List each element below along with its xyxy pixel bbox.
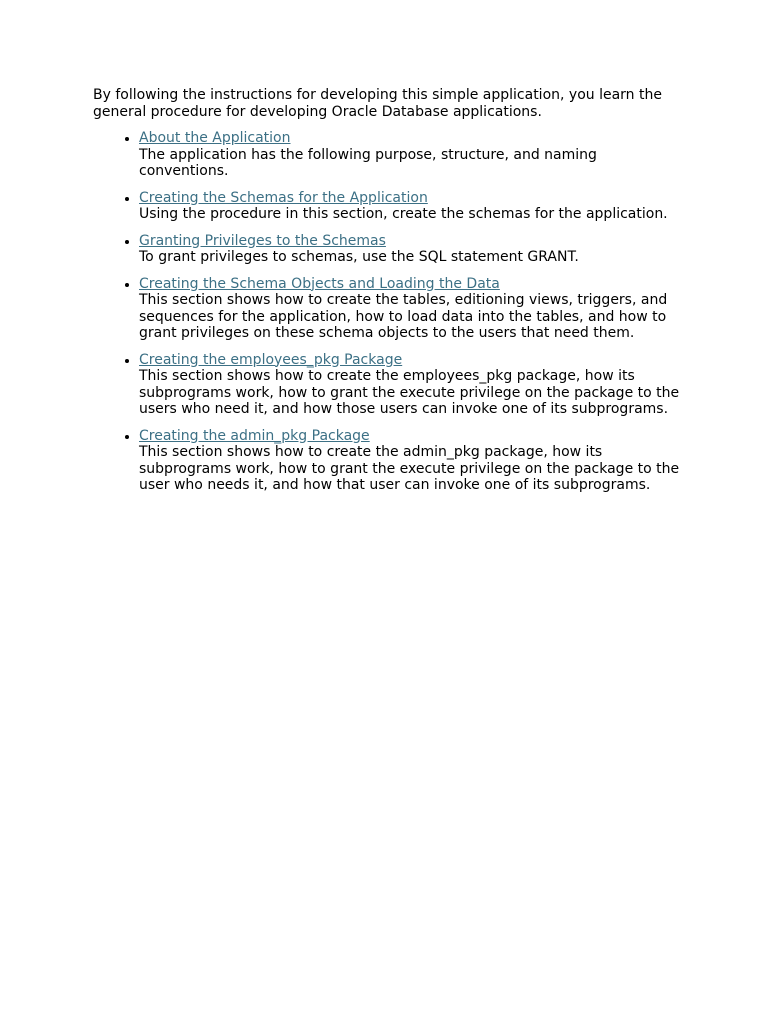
document-body	[93, 87, 683, 504]
topic-item-schema-objects	[139, 276, 683, 342]
topic-description: This section shows how to create the tables, editioning views, triggers, and sequences for the application, how to load data into the tables, and how to grant privileges on these schema objects to the users that need them.	[139, 292, 668, 341]
link-creating-schema-objects[interactable]: Creating the Schema Objects and Loading the Data	[139, 275, 500, 292]
link-granting-privileges[interactable]: Granting Privileges to the Schemas	[139, 232, 386, 249]
topic-description: The application has the following purpose, structure, and naming conventions.	[139, 146, 597, 179]
topic-item-about	[139, 130, 683, 180]
topic-item-granting-privileges	[139, 233, 683, 266]
topic-description: This section shows how to create the admin_pkg package, how its subprograms work, how to grant the execute privilege on the package to the user who needs it, and how that user can invoke one of its subprograms.	[139, 444, 680, 493]
link-creating-admin-pkg[interactable]: Creating the admin_pkg Package	[139, 427, 370, 444]
topic-description: This section shows how to create the employees_pkg package, how its subprograms work, how to grant the execute privilege on the package to the users who need it, and how those users can invoke one of its subprograms.	[139, 368, 680, 417]
topic-list	[93, 130, 683, 494]
topic-item-creating-schemas	[139, 190, 683, 223]
topic-item-admin-pkg	[139, 428, 683, 494]
link-creating-employees-pkg[interactable]: Creating the employees_pkg Package	[139, 351, 403, 368]
intro-paragraph: By following the instructions for developing this simple application, you learn the general procedure for developing Oracle Database applications.	[93, 87, 662, 120]
topic-description: To grant privileges to schemas, use the SQL statement GRANT.	[139, 249, 579, 265]
link-about-the-application[interactable]: About the Application	[139, 130, 291, 146]
topic-description: Using the procedure in this section, create the schemas for the application.	[139, 206, 668, 222]
topic-item-employees-pkg	[139, 352, 683, 418]
link-creating-the-schemas[interactable]: Creating the Schemas for the Application	[139, 189, 428, 206]
